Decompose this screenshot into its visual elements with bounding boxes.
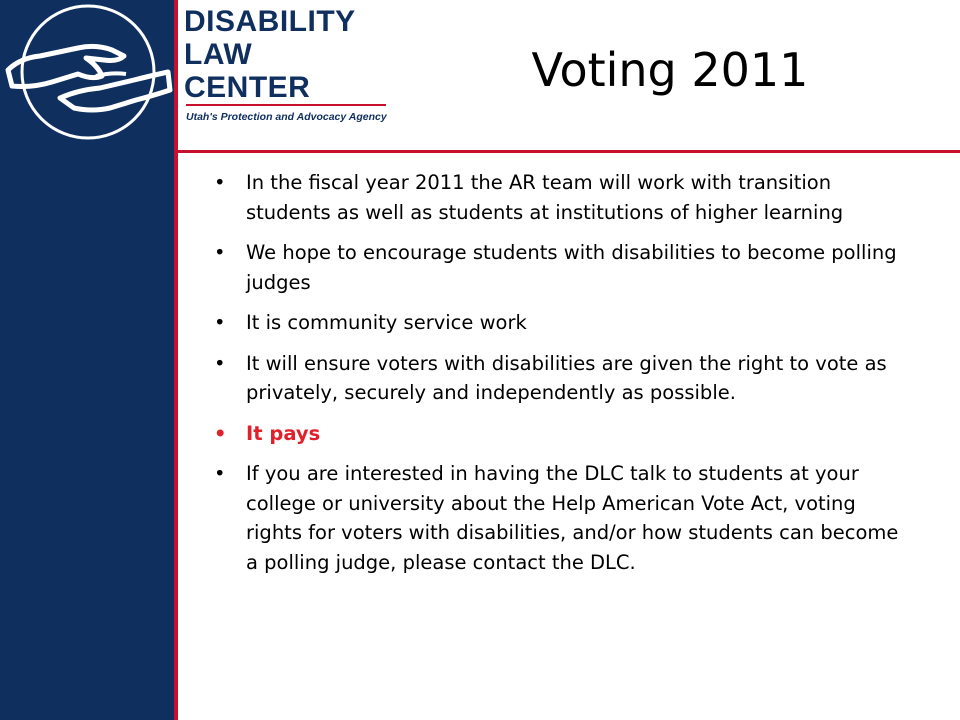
bullet-list [212, 168, 902, 588]
logo-line-law: LAW [184, 38, 253, 71]
logo-tagline: Utah's Protection and Advocacy Agency [186, 111, 387, 123]
bullet-text: It is community service work [246, 311, 527, 334]
bullet-text: In the fiscal year 2011 the AR team will work with transition students as well as students at institutions of higher learning [246, 171, 844, 224]
bullet-text: It pays [246, 421, 321, 445]
header-red-rule [174, 150, 960, 153]
bullet-item [212, 349, 902, 408]
bullet-dot-icon: • [214, 462, 226, 485]
bullet-item [212, 459, 902, 577]
bullet-item [212, 168, 902, 227]
logo-line-center: CENTER [184, 71, 311, 104]
slide-title: Voting 2011 [531, 43, 809, 97]
bullet-item-highlight [212, 419, 902, 449]
bullet-dot-icon: • [214, 311, 226, 334]
bullet-dot-icon: • [214, 171, 226, 194]
logo-line-disability: DISABILITY [184, 5, 356, 38]
bullet-item [212, 238, 902, 297]
bullet-item [212, 308, 902, 338]
bullet-text: If you are interested in having the DLC talk to students at your college or university about the Help American Vote Act, voting rights for voters with disabilities, and/or how students can become a polling judge, please contact the DLC. [246, 462, 899, 574]
bullet-dot-icon: • [214, 241, 226, 264]
handshake-logo-icon [0, 0, 174, 150]
logo-emblem [0, 0, 174, 150]
disability-law-center-logo [0, 0, 395, 150]
logo-red-underline [186, 104, 386, 106]
bullet-dot-icon: • [214, 351, 226, 375]
bullet-text: We hope to encourage students with disabilities to become polling judges [246, 241, 897, 294]
logo-wordmark [178, 0, 395, 150]
bullet-text: It will ensure voters with disabilities are given the right to vote as privately, securely and independently as possible. [246, 351, 887, 404]
bullet-dot-icon: • [214, 421, 227, 445]
